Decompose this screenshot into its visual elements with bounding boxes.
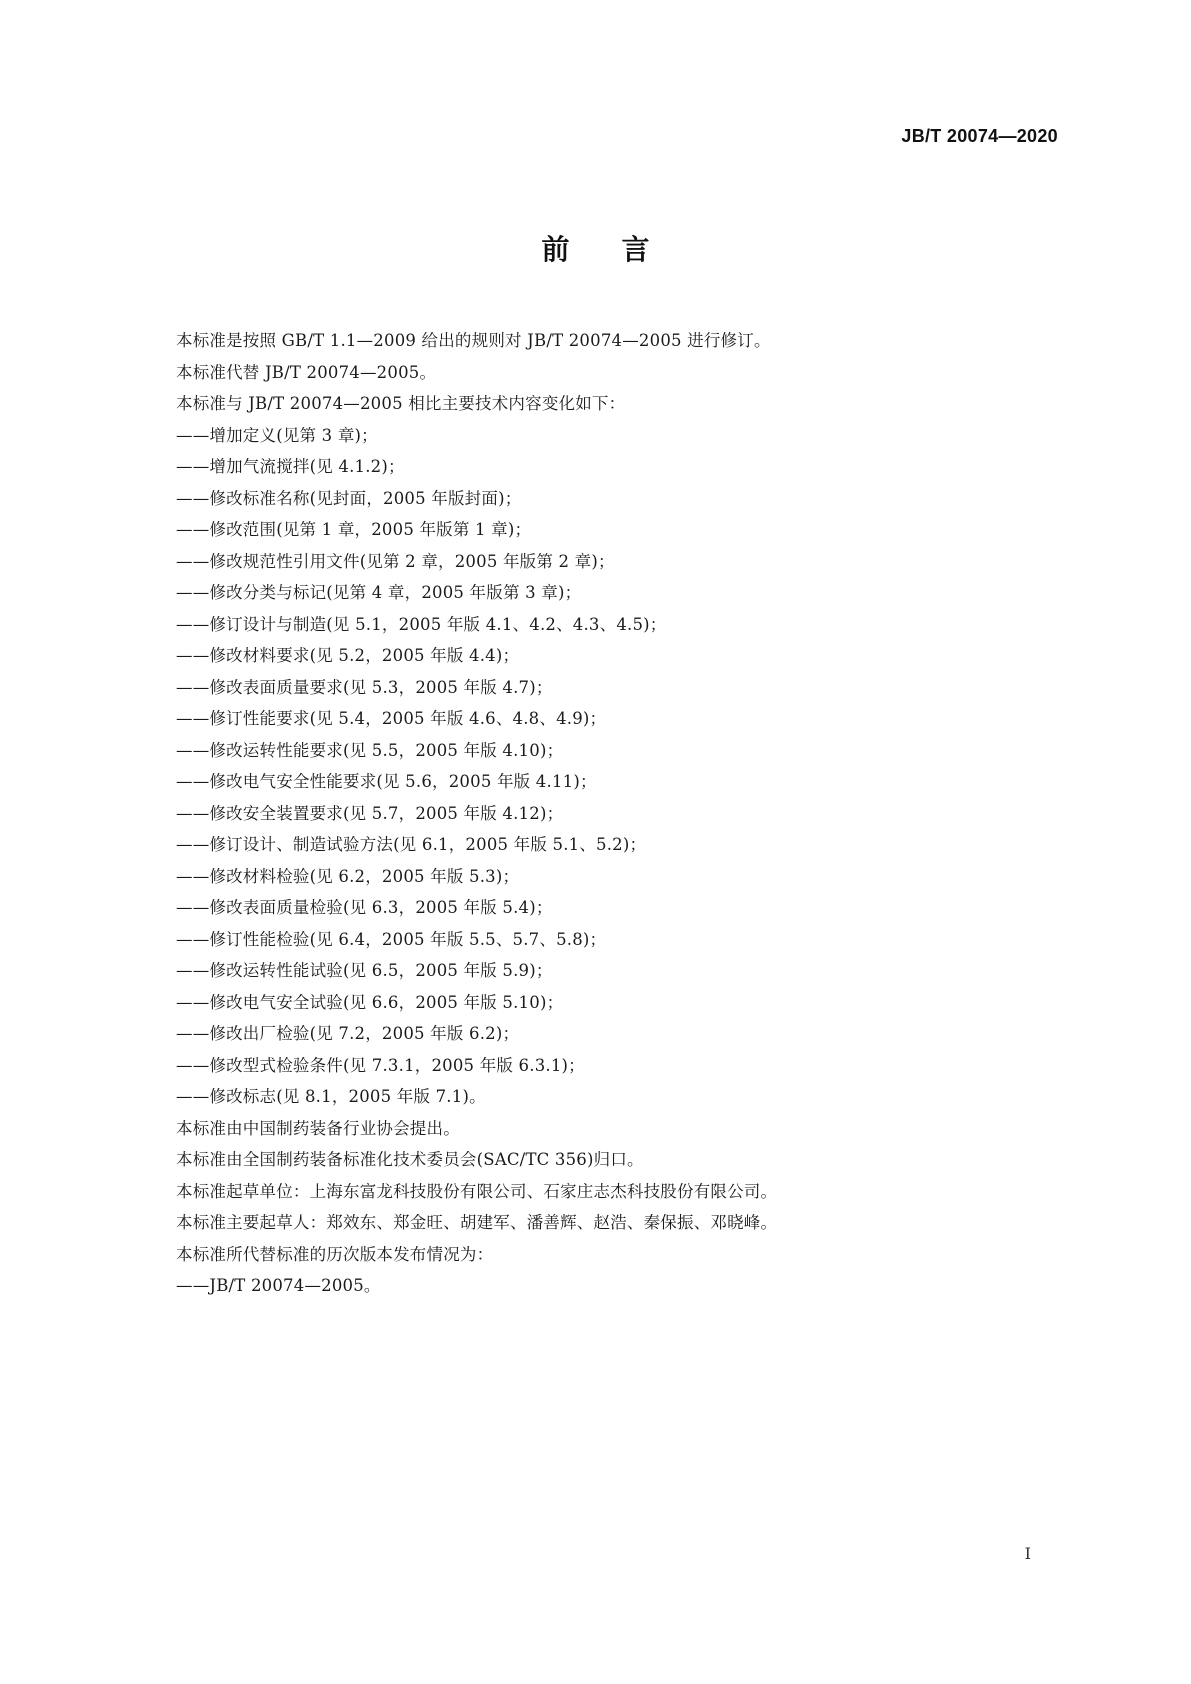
- standard-code: JB/T 20074—2020: [901, 126, 1058, 146]
- paragraph-line: 本标准所代替标准的历次版本发布情况为：: [176, 1244, 494, 1264]
- list-item: ——增加气流搅拌(见 4.1.2)；: [176, 457, 405, 476]
- paragraph-line: 本标准由全国制药装备标准化技术委员会(SAC/TC 356)归口。: [176, 1150, 644, 1169]
- paragraph-line: 本标准主要起草人：郑效东、郑金旺、胡建军、潘善辉、赵浩、秦保振、邓晓峰。: [176, 1213, 778, 1232]
- list-item: ——修订性能检验(见 6.4，2005 年版 5.5、5.7、5.8)；: [176, 929, 607, 949]
- list-item: ——修改标志(见 8.1，2005 年版 7.1)。: [176, 1087, 486, 1106]
- list-item: ——修改运转性能试验(见 6.5，2005 年版 5.9)；: [176, 961, 553, 980]
- list-item: ——修订设计、制造试验方法(见 6.1，2005 年版 5.1、5.2)；: [176, 835, 647, 854]
- list-item: ——修改表面质量要求(见 5.3，2005 年版 4.7)；: [176, 677, 553, 697]
- list-item: ——修改表面质量检验(见 6.3，2005 年版 5.4)；: [176, 898, 553, 917]
- list-item: ——增加定义(见第 3 章)；: [176, 425, 378, 445]
- list-item: ——修订设计与制造(见 5.1，2005 年版 4.1、4.2、4.3、4.5)；: [176, 614, 667, 634]
- list-item: ——修改规范性引用文件(见第 2 章，2005 年版第 2 章)；: [176, 551, 615, 571]
- list-item: ——修改出厂检验(见 7.2，2005 年版 6.2)；: [176, 1024, 520, 1043]
- list-item: ——修改电气安全性能要求(见 5.6，2005 年版 4.11)；: [176, 772, 597, 791]
- paragraph-line: 本标准由中国制药装备行业协会提出。: [176, 1118, 460, 1138]
- page-title: 前言: [541, 233, 702, 266]
- list-item: ——JB/T 20074—2005。: [176, 1276, 381, 1295]
- list-item: ——修改电气安全试验(见 6.6，2005 年版 5.10)；: [176, 992, 564, 1012]
- paragraph-line: 本标准与 JB/T 20074—2005 相比主要技术内容变化如下：: [176, 394, 626, 413]
- list-item: ——修改型式检验条件(见 7.3.1，2005 年版 6.3.1)；: [176, 1055, 585, 1075]
- list-item: ——修改运转性能要求(见 5.5，2005 年版 4.10)；: [176, 740, 564, 760]
- foreword-body: [176, 325, 1056, 1302]
- paragraph-line: 本标准是按照 GB/T 1.1—2009 给出的规则对 JB/T 20074—2005 进行修订。: [176, 331, 771, 350]
- list-item: ——修订性能要求(见 5.4，2005 年版 4.6、4.8、4.9)；: [176, 709, 607, 728]
- list-item: ——修改安全装置要求(见 5.7，2005 年版 4.12)；: [176, 803, 564, 823]
- list-item: ——修改材料检验(见 6.2，2005 年版 5.3)；: [176, 866, 520, 886]
- paragraph-line: 本标准起草单位：上海东富龙科技股份有限公司、石家庄志杰科技股份有限公司。: [176, 1181, 778, 1201]
- paragraph-line: 本标准代替 JB/T 20074—2005。: [176, 362, 437, 382]
- page-number: I: [1024, 1544, 1031, 1563]
- list-item: ——修改分类与标记(见第 4 章，2005 年版第 3 章)；: [176, 583, 582, 602]
- list-item: ——修改范围(见第 1 章，2005 年版第 1 章)；: [176, 520, 532, 539]
- list-item: ——修改标准名称(见封面，2005 年版封面)；: [176, 488, 522, 508]
- list-item: ——修改材料要求(见 5.2，2005 年版 4.4)；: [176, 646, 520, 665]
